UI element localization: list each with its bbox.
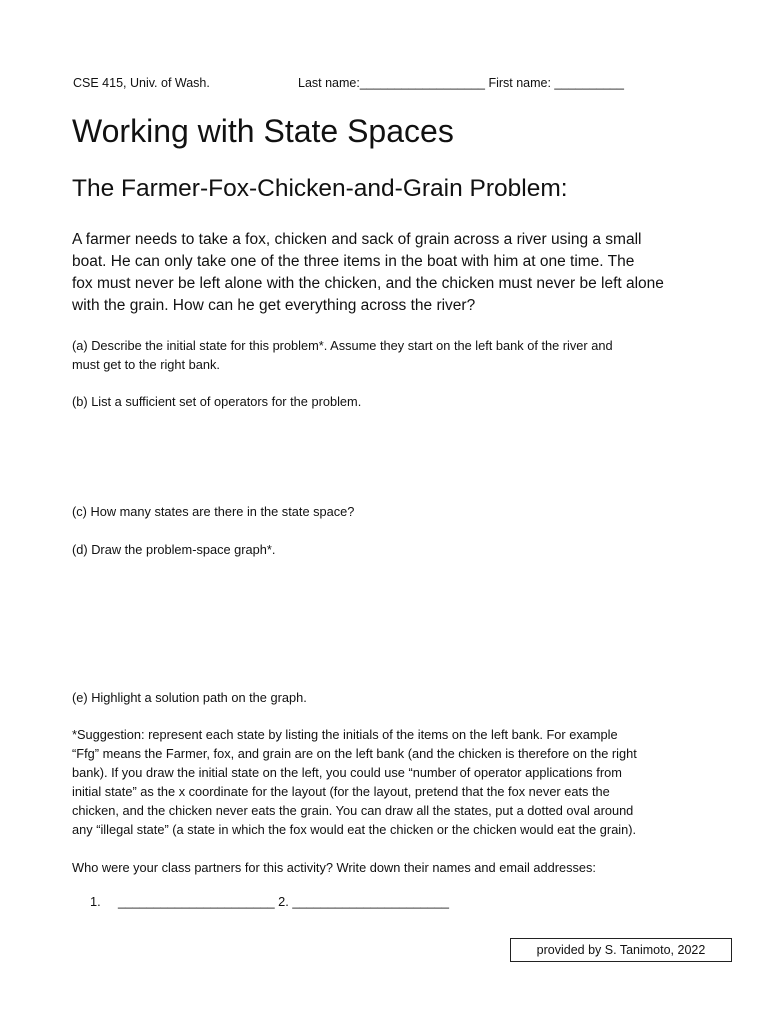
intro-line: A farmer needs to take a fox, chicken and sack of grain across a river using a small: [72, 231, 642, 248]
intro-line: with the grain. How can he get everything across the river?: [72, 297, 476, 314]
suggestion-line: chicken, and the chicken never eats the grain. You can draw all the states, put a dotted oval around: [72, 803, 634, 818]
suggestion-note: [72, 725, 712, 839]
course-label: CSE 415, Univ. of Wash.: [73, 76, 210, 90]
question-a-line: must get to the right bank.: [72, 357, 220, 372]
question-a: [72, 336, 613, 374]
suggestion-line: “Ffg” means the Farmer, fox, and grain are on the left bank (and the chicken is therefore on the right: [72, 746, 637, 761]
question-c: (c) How many states are there in the state space?: [72, 504, 355, 519]
page-title: Working with State Spaces: [72, 113, 454, 149]
credit-box: provided by S. Tanimoto, 2022: [510, 938, 732, 962]
suggestion-line: any “illegal state” (a state in which the fox would eat the chicken or the chicken would eat the grain).: [72, 822, 637, 837]
question-b: (b) List a sufficient set of operators for the problem.: [72, 394, 362, 409]
question-a-line: (a) Describe the initial state for this problem*. Assume they start on the left bank of the river and: [72, 338, 613, 353]
partner-list-number: 1.: [90, 894, 101, 909]
intro-line: boat. He can only take one of the three items in the boat with him at one time. The: [72, 253, 635, 270]
suggestion-line: bank). If you draw the initial state on the left, you could use “number of operator applications from: [72, 765, 622, 780]
partner-blanks: [90, 894, 449, 909]
question-d: (d) Draw the problem-space graph*.: [72, 542, 276, 557]
problem-subtitle: The Farmer-Fox-Chicken-and-Grain Problem:: [72, 175, 568, 202]
partners-prompt: Who were your class partners for this activity? Write down their names and email addresses:: [72, 860, 596, 875]
name-fields: Last name:__________________ First name: __________: [298, 76, 624, 90]
problem-description: [72, 229, 712, 317]
partner-blank-lines: ______________________ 2. ______________________: [118, 894, 449, 909]
suggestion-line: *Suggestion: represent each state by listing the initials of the items on the left bank. For example: [72, 727, 618, 742]
suggestion-line: initial state” as the x coordinate for the layout (for the layout, pretend that the fox never eats the: [72, 784, 610, 799]
intro-line: fox must never be left alone with the chicken, and the chicken must never be left alone: [72, 275, 664, 292]
question-e: (e) Highlight a solution path on the graph.: [72, 690, 307, 705]
